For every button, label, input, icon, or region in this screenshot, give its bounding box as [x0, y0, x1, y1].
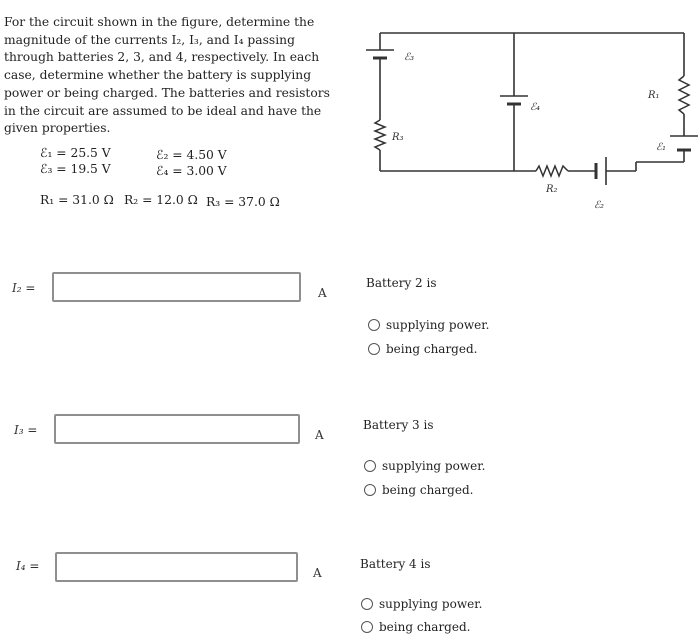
- i4-input[interactable]: [55, 552, 298, 582]
- battery-e4-symbol: [500, 96, 528, 104]
- battery4-question: Battery 4 is: [360, 557, 431, 571]
- i3-label: I₃ =: [14, 423, 38, 437]
- option-label: supplying power.: [386, 318, 490, 332]
- battery3-option-charged[interactable]: [364, 483, 473, 497]
- given-r3: R₃ = 37.0 Ω: [206, 195, 280, 209]
- radio-button[interactable]: [368, 319, 380, 331]
- radio-button[interactable]: [361, 598, 373, 610]
- given-e3: ℰ₃ = 19.5 V: [40, 162, 111, 176]
- i2-label: I₂ =: [12, 281, 36, 295]
- battery4-option-supplying[interactable]: [361, 597, 482, 611]
- resistor-r3-symbol: [375, 120, 385, 150]
- radio-button[interactable]: [368, 343, 380, 355]
- given-e4: ℰ₄ = 3.00 V: [156, 164, 227, 178]
- radio-button[interactable]: [361, 621, 373, 633]
- battery3-option-supplying[interactable]: [364, 459, 485, 473]
- option-label: supplying power.: [382, 459, 486, 473]
- battery2-option-charged[interactable]: [368, 342, 477, 356]
- resistor-r2-symbol: [536, 166, 568, 176]
- i3-input[interactable]: [54, 414, 300, 444]
- given-e2: ℰ₂ = 4.50 V: [156, 148, 227, 162]
- option-label: being charged.: [386, 342, 478, 356]
- radio-button[interactable]: [364, 484, 376, 496]
- option-label: being charged.: [382, 483, 474, 497]
- battery-e1-symbol: [670, 136, 698, 150]
- i4-unit: A: [313, 566, 322, 580]
- i2-input[interactable]: [52, 272, 301, 302]
- battery2-question: Battery 2 is: [366, 276, 437, 290]
- radio-button[interactable]: [364, 460, 376, 472]
- label-e4: ℰ₄: [530, 102, 541, 113]
- label-e1: ℰ₁: [656, 142, 667, 153]
- label-r2: R₂: [546, 184, 558, 195]
- battery-e3-symbol: [366, 50, 394, 58]
- option-label: supplying power.: [379, 597, 483, 611]
- label-r1: R₁: [648, 90, 660, 101]
- given-r2: R₂ = 12.0 Ω: [124, 193, 198, 207]
- label-r3: R₃: [392, 132, 404, 143]
- i2-unit: A: [318, 286, 327, 300]
- option-label: being charged.: [379, 620, 471, 634]
- resistor-r1-symbol: [679, 76, 689, 114]
- given-r1: R₁ = 31.0 Ω: [40, 193, 114, 207]
- label-e3: ℰ₃: [404, 52, 415, 63]
- i3-unit: A: [315, 428, 324, 442]
- battery2-option-supplying[interactable]: [368, 318, 489, 332]
- battery4-option-charged[interactable]: [361, 620, 470, 634]
- i4-label: I₄ =: [16, 559, 40, 573]
- label-e2: ℰ₂: [594, 200, 605, 211]
- problem-statement: For the circuit shown in the figure, determine the magnitude of the currents I₂, I₃, and I₄ passing through batteries 2, 3, and 4, respectively. In each case, determine whether the battery is supplying power or being charged. The batteries and resistors in the circuit are assumed to be ideal and have the given properties.: [4, 15, 330, 136]
- given-e1: ℰ₁ = 25.5 V: [40, 146, 111, 160]
- battery3-question: Battery 3 is: [363, 418, 434, 432]
- battery-e2-symbol: [596, 157, 606, 185]
